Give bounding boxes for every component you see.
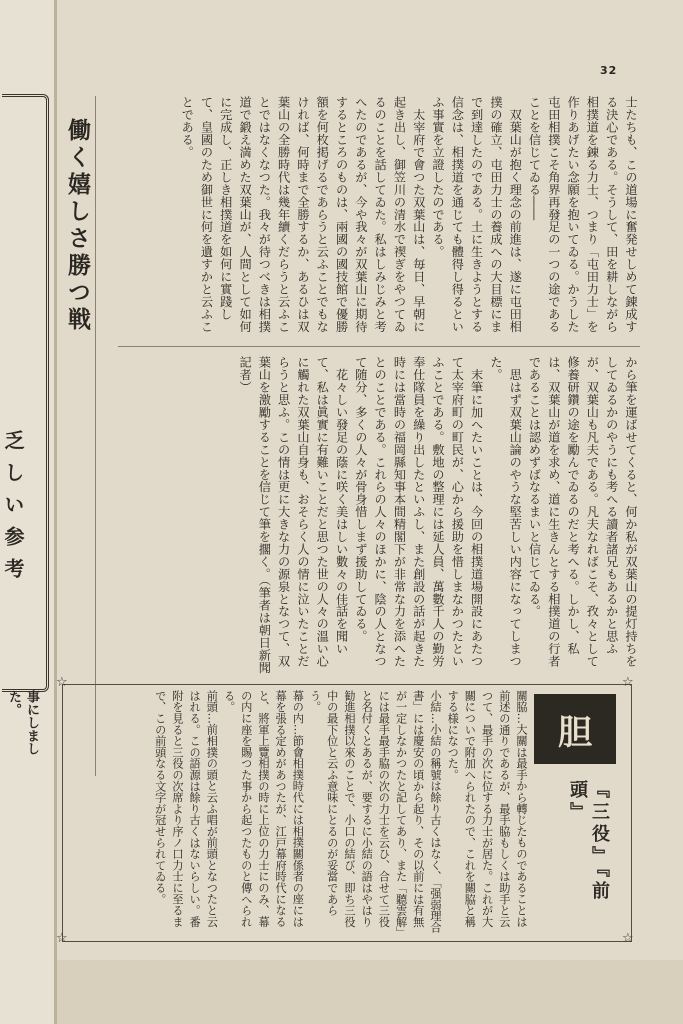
article-body-upper: 士たちも、この道場に奮発せしめて錬成する決心である。そうして、田を耕しながら相撲道を錬る力士、つまり「屯田力士」を作りあげたい念願を抱いてゐる。かうした屯田相撲こそ角界再發足の一つの途であることを信じてゐる―― 双葉山が抱く理念の前進は、遂に屯田相撲の確立、屯田力士の養成への大目標にまで到達したのである。土に生きようとする信念は、相撲道を通じても體得し得るといふ事實を立證したのである。 太宰府で會つた双葉山は、毎日、早朝に起き出し、御笠川の清水で禊ぎをやつてゐるのことを話してゐた。私はしみじみと考へたのであるが、今や我々が双葉山に期待するところのものは、兩國の國技館で優勝額を何枚掲げるであらうと云ふことでもなければ、何時まで全勝するか、あるひは双葉山の全勝時代は幾年續くだらうと云ふことではなくなつた。我々が待つべきは相撲道で鍛え満めた双葉山が、人間として如何に完成し、正しき相撲道を如何に實踐して、皇國のため御世に何を遺すかと云ふことである。: [180, 96, 638, 333]
headline-divider: [95, 96, 96, 776]
sidebar-body: 關脇…大關は最手から轉じたものであることは前述の通りであるが、最手脇もしくは助手と云つて、最手の次に位する力士が居た。これが大關についで附加へられたので、これを關脇と稱する様になつた。 小結…小結の稱號は餘り古くはなく、「强弱理合書」には慶安の頃から起り、その以前には有無が一定しなかつたと記してあり、また「聽雲解」には最手最手脇の次の力士を云ひ、合せて三役と名付くとあるが、要するに小結の語はやはり勧進相撲以來のことで、小口の結び、即ち三役中の最下位と云ふ意味にとるのが妥當であらう。 幕の内…節會相撲時代には相撲關係者の座には幕を張る定めがあつたが、江戸幕府時代になると、將軍上覽相撲の時に上位の力士にのみ、幕の内に座を賜つた事から起つたものと傳へられる。 前頭…前相撲の頭と云ふ唱が前頭となつたと云はれる。この語源は餘り古くはないらしい。番附を見ると三役の次席より序ノ口力士に至るまで、この前頭なる文字が冠せられてゐる。: [153, 690, 528, 933]
previous-article-title: 乏しい参考: [1, 430, 25, 590]
sidebar-logo-glyph: 胆: [558, 712, 592, 753]
sidebar-logo: [534, 694, 616, 764]
article-headline: 働く嬉しさ勝つ戦: [64, 118, 91, 334]
page-number: 32: [600, 64, 618, 77]
sidebar-title: 『三役』『前頭』: [567, 780, 610, 903]
star-icon: ☆: [56, 675, 68, 690]
star-icon: ☆: [56, 931, 68, 946]
previous-article-tail: 事にしました。: [6, 690, 39, 755]
bottom-margin: [57, 960, 683, 1024]
tier-divider: [118, 346, 640, 347]
star-icon: ☆: [622, 675, 634, 690]
article-body-middle: から筆を運ばせてくると、何か私が双葉山の提灯持ちをしてゐるかのやうにも考へる讀者諸兄もあるかと思ふが、双葉山も凡夫である。凡夫なればこそ、孜々として修養研鑽の途を勵んでゐるのだと考へる。しかし、私は、双葉山が道を求め、道に生きんとする相撲道の行者であることは認めずばなるまいと信じてゐる。 思はず双葉山論のやうな堅苦しい内容になってしまつた。 末筆に加へたいことは、今回の相撲道場開設にあたつて太宰府町の町民が、心から援助を惜しまなかつたといふことである。敷地の整理には延人員、萬數千人の勤労奉仕隊員を繰り出したといふし、また創設の話が起きた時には當時の福岡縣知事本間精閣下が非常な力を添へたとのことである。これらの人々のほかに、陰の人となつて随分、多くの人々が骨身惜しまず援助してゐる。 花々しい發足の蔭に咲く美はしい數々の佳話を聞いて、私は眞實に有難いことだと思つた世の人々の溫い心に觸れた双葉山自身も、おそらく人の情に泣いたことだらうと思ふ。この情は更に大きな力の源泉となつて、双葉山を激勵することを信じて筆を擱く。（筆者は朝日新聞記者）: [238, 356, 638, 674]
star-icon: ☆: [622, 931, 634, 946]
